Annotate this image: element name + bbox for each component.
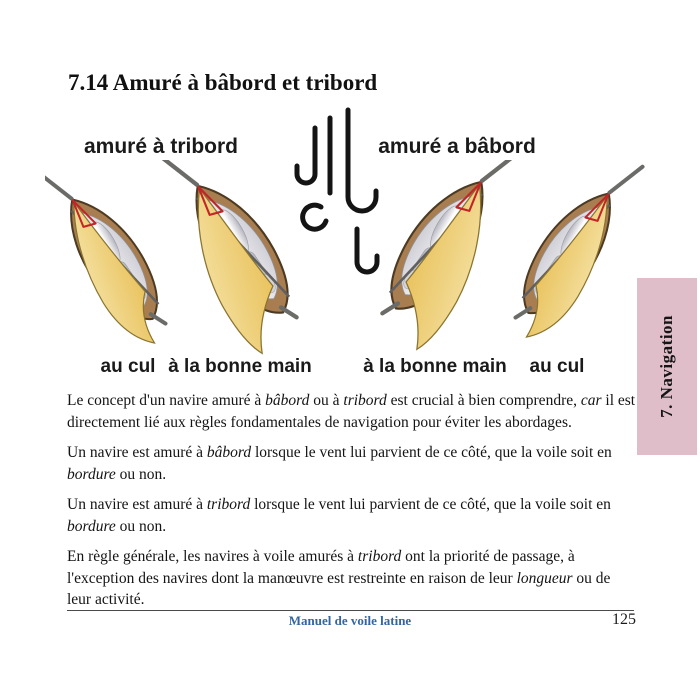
caption-bonne-main-right: à la bonne main [363, 356, 507, 377]
caption-au-cul-left: au cul [100, 356, 156, 377]
paragraph: En règle générale, les navires à voile amurés à tribord ont la priorité de passage, à l'exception des navires dont la manœuvre est restreinte en raison de leur longueur ou de leur activité. [67, 548, 611, 608]
label-amure-tribord: amuré à tribord [83, 135, 239, 158]
boat-babord-au-cul [495, 160, 655, 348]
body-text [67, 390, 636, 620]
boat-tribord-au-cul [45, 160, 186, 354]
paragraph: Le concept d'un navire amuré à bâbord ou à tribord est crucial à bien comprendre, car il est directement lié aux règles fondamentales de navigation pour éviter les abordages. [67, 392, 636, 431]
caption-au-cul-right: au cul [529, 356, 585, 377]
section-heading: 7.14 Amuré à bâbord et tribord [68, 70, 378, 95]
footer-title: Manuel de voile latine [288, 613, 412, 628]
caption-bonne-main-left: à la bonne main [168, 356, 312, 377]
boat-tribord-bonne-main [134, 160, 319, 357]
paragraph: Un navire est amuré à tribord lorsque le vent lui parvient de ce côté, que la voile soit en bordure ou non. [67, 496, 611, 535]
page-number: 125 [612, 611, 636, 628]
paragraph: Un navire est amuré à bâbord lorsque le vent lui parvient de ce côté, que la voile soit en bordure ou non. [67, 444, 612, 483]
boats-illustration [45, 160, 655, 365]
chapter-tab[interactable] [637, 278, 697, 455]
boat-babord-bonne-main [360, 160, 545, 353]
footer-rule [67, 610, 634, 611]
chapter-tab-label: 7. Navigation [657, 315, 676, 418]
label-amure-babord: amuré a bâbord [378, 135, 536, 158]
